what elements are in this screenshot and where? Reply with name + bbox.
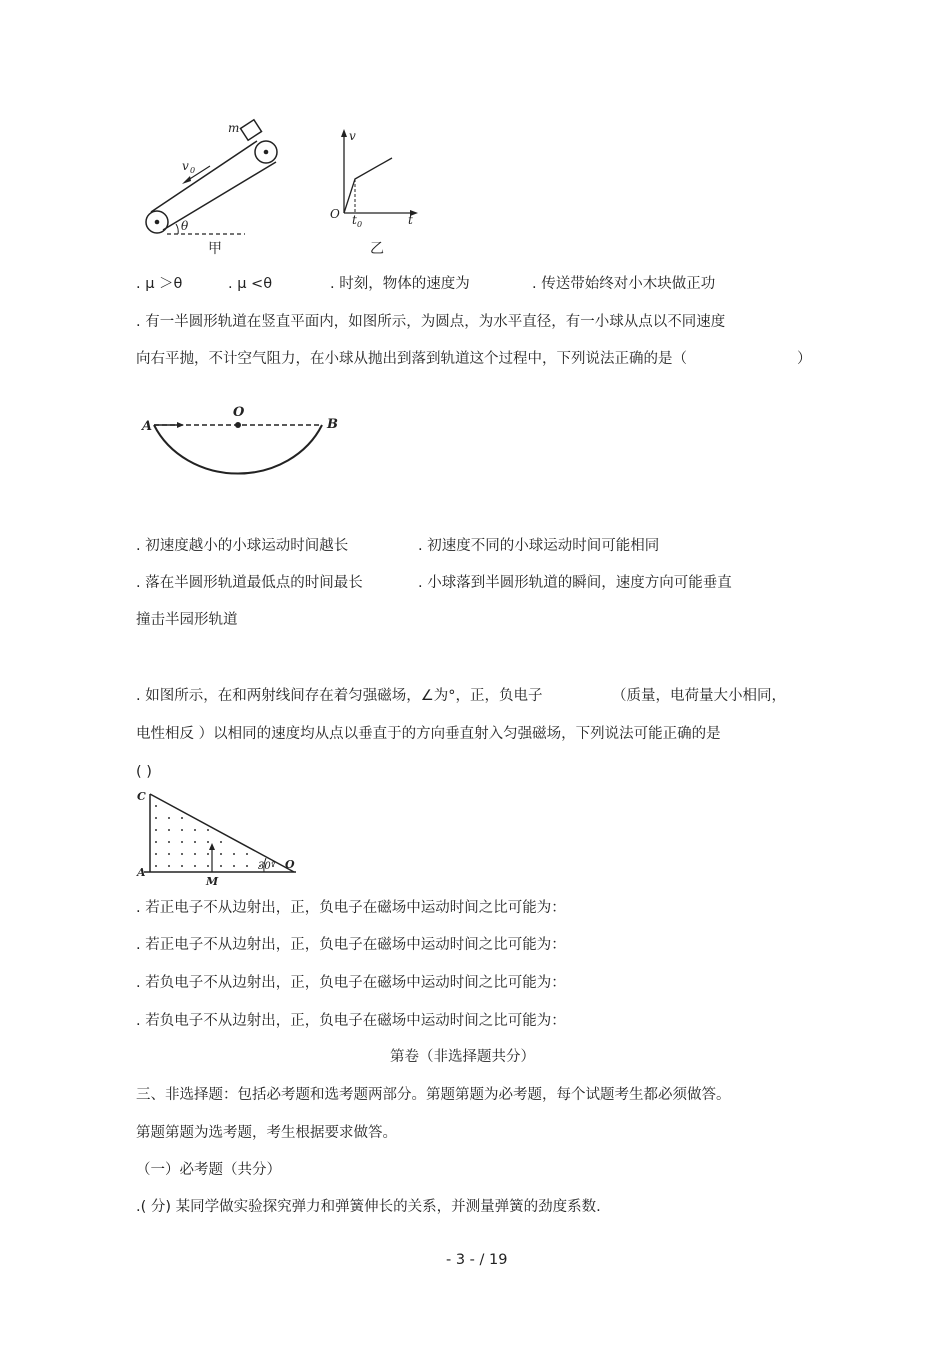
spring-question: .( 分) 某同学做实验探究弹力和弹簧伸长的关系，并测量弹簧的劲度系数. [136,1199,601,1215]
field-dot [181,853,183,855]
field-dot [207,841,209,843]
vt-label-t: t [408,213,413,227]
section-heading: 三、非选择题：包括必考题和选考题两部分。第题第题为必考题，每个试题考生都必须做答。 [136,1087,731,1103]
semicircle-question-stem-1: . 有一半圆形轨道在竖直平面内，如图所示，为圆点，为水平直径，有一小球从点以不同速度 [136,314,726,330]
field-dot [168,865,170,867]
semicircle-label-b: B [327,417,338,432]
prev-option-b: . μ <θ [228,276,273,292]
magnetic-option-a: . 若正电子不从边射出，正，负电子在磁场中运动时间之比可能为： [136,900,566,916]
magnetic-question-stem-1: . 如图所示，在和两射线间存在着匀强磁场，∠为°，正，负电子 [136,688,543,704]
semicircle-option-b: . 初速度不同的小球运动时间可能相同 [418,538,660,554]
conveyor-label-v0-sub: 0 [190,166,196,175]
conveyor-caption: 甲 [208,241,222,257]
field-dot [181,817,183,819]
vt-label-origin: O [330,207,340,221]
prev-option-d: . 传送带始终对小木块做正功 [532,276,716,292]
triangle-label-o: O [285,858,295,871]
field-dot [220,841,222,843]
triangle-label-m: M [206,875,219,888]
field-dot [155,817,157,819]
field-dot [233,865,235,867]
magnetic-option-d: . 若负电子不从边射出，正，负电子在磁场中运动时间之比可能为： [136,1013,566,1029]
field-dot [155,841,157,843]
field-dot [194,829,196,831]
vt-label-t0-sub: 0 [357,220,363,229]
magnetic-question-bracket: ( ) [136,764,152,780]
field-dot [220,865,222,867]
field-dot [155,805,157,807]
magnetic-option-b: . 若正电子不从边射出，正，负电子在磁场中运动时间之比可能为： [136,937,566,953]
prev-option-c: . 时刻，物体的速度为 [330,276,470,292]
semicircle-option-a: . 初速度越小的小球运动时间越长 [136,538,349,554]
field-dot [194,841,196,843]
field-dot [181,865,183,867]
vt-label-v: v [349,129,356,143]
field-dot [194,853,196,855]
triangle-label-c: C [137,790,146,803]
field-dot [194,865,196,867]
prev-option-a: . μ ＞θ [136,276,183,292]
field-dot [207,829,209,831]
field-dot [168,853,170,855]
field-dot [168,829,170,831]
semicircle-label-o: O [233,405,245,420]
sub-heading: （一）必考题（共分） [136,1162,281,1178]
semicircle-question-bracket: ） [797,351,812,367]
field-dot [246,853,248,855]
semicircle-option-d: . 小球落到半圆形轨道的瞬间，速度方向可能垂直 [418,575,732,591]
field-dot [168,841,170,843]
field-dot [233,853,235,855]
conveyor-label-m: m [228,121,240,135]
semicircle-label-a: A [142,419,153,434]
field-dot [246,865,248,867]
field-dot [155,865,157,867]
vt-graph-figure [322,125,422,257]
triangle-label-angle: 30° [258,861,276,872]
field-dot [207,865,209,867]
section-heading-2: 第题第题为选考题，考生根据要求做答。 [136,1125,397,1141]
field-dot [181,829,183,831]
field-dot [220,853,222,855]
field-dot [168,817,170,819]
vt-graph-caption: 乙 [370,241,384,257]
field-dot [181,841,183,843]
vt-label-t0: t [352,213,357,227]
field-dot [207,853,209,855]
page-number: - 3 - / 19 [446,1252,508,1268]
semicircle-question-stem-2: 向右平抛，不计空气阻力，在小球从抛出到落到轨道这个过程中，下列说法正确的是（ [136,351,687,367]
semicircle-option-c: . 落在半圆形轨道最低点的时间最长 [136,575,363,591]
magnetic-option-c: . 若负电子不从边射出，正，负电子在磁场中运动时间之比可能为： [136,975,566,991]
semicircle-figure [138,400,348,515]
semicircle-option-d-cont: 撞击半园形轨道 [136,612,238,628]
conveyor-label-theta: θ [181,219,189,233]
magnetic-question-stem-1b: （质量，电荷量大小相同， [612,688,786,704]
conveyor-label-v0: v [182,159,189,173]
part-title: 第卷（非选择题共分） [390,1049,535,1065]
field-dot [155,829,157,831]
triangle-figure [134,788,304,888]
triangle-label-a: A [137,866,146,879]
magnetic-question-stem-2: 电性相反 ）以相同的速度均从点以垂直于的方向垂直射入匀强磁场，下列说法可能正确的是 [136,726,721,742]
conveyor-figure [140,118,310,258]
field-dot [155,853,157,855]
